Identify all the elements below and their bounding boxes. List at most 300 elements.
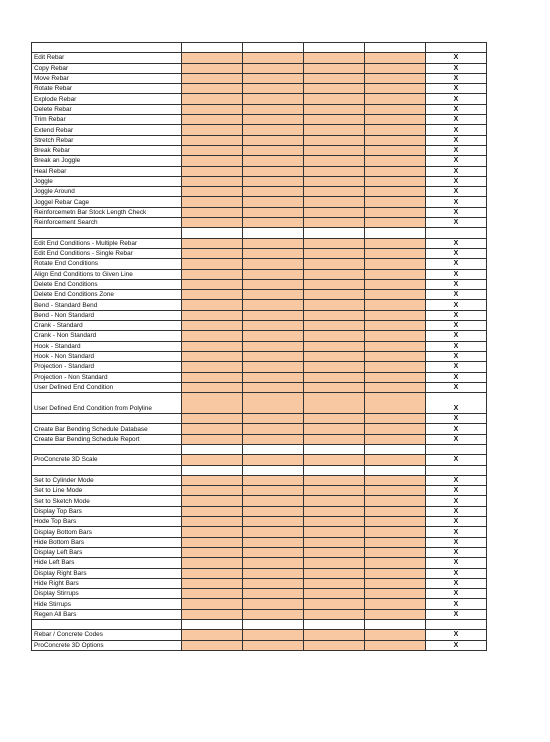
version-cell: [182, 321, 243, 331]
feature-label-cell: [32, 465, 182, 475]
version-cell: [365, 290, 426, 300]
version-cell: [365, 238, 426, 248]
table-row: [32, 104, 487, 114]
version-cell: [365, 43, 426, 53]
table-row: [32, 331, 487, 341]
version-cell: [243, 145, 304, 155]
feature-label-cell: Rotate Rebar: [32, 84, 182, 94]
version-cell: [304, 558, 365, 568]
support-mark-cell: X: [426, 414, 487, 424]
table-row: [32, 259, 487, 269]
version-cell: [182, 547, 243, 557]
table-row: [32, 517, 487, 527]
table-row: [32, 43, 487, 53]
support-mark-cell: X: [426, 578, 487, 588]
table-row: [32, 527, 487, 537]
version-cell: [243, 424, 304, 434]
feature-label-cell: Heal Rebar: [32, 166, 182, 176]
version-cell: [182, 630, 243, 640]
version-cell: [243, 620, 304, 630]
version-cell: [365, 84, 426, 94]
feature-label-cell: Hide Right Bars: [32, 578, 182, 588]
support-mark-cell: X: [426, 248, 487, 258]
version-cell: [365, 527, 426, 537]
support-mark-cell: X: [426, 506, 487, 516]
version-cell: [243, 176, 304, 186]
support-mark-cell: X: [426, 496, 487, 506]
version-cell: [182, 578, 243, 588]
version-cell: [304, 517, 365, 527]
table-row: [32, 475, 487, 485]
support-mark-cell: X: [426, 187, 487, 197]
feature-matrix-body: [32, 43, 487, 651]
support-mark-cell: X: [426, 331, 487, 341]
table-row: [32, 207, 487, 217]
support-mark-cell: X: [426, 259, 487, 269]
version-cell: [243, 640, 304, 650]
version-cell: [304, 207, 365, 217]
version-cell: [182, 310, 243, 320]
version-cell: [365, 94, 426, 104]
version-cell: [365, 218, 426, 228]
support-mark-cell: X: [426, 321, 487, 331]
version-cell: [304, 94, 365, 104]
version-cell: [304, 135, 365, 145]
version-cell: [304, 259, 365, 269]
support-mark-cell: X: [426, 125, 487, 135]
version-cell: [243, 372, 304, 382]
version-cell: [304, 640, 365, 650]
version-cell: [182, 125, 243, 135]
version-cell: [243, 279, 304, 289]
support-mark-cell: X: [426, 176, 487, 186]
version-cell: [182, 609, 243, 619]
version-cell: [182, 620, 243, 630]
table-row: [32, 248, 487, 258]
support-mark-cell: X: [426, 517, 487, 527]
support-mark-cell: X: [426, 197, 487, 207]
version-cell: [182, 145, 243, 155]
version-cell: [243, 207, 304, 217]
version-cell: [182, 351, 243, 361]
version-cell: [243, 599, 304, 609]
version-cell: [182, 599, 243, 609]
support-mark-cell: X: [426, 609, 487, 619]
table-row: [32, 599, 487, 609]
version-cell: [182, 290, 243, 300]
version-cell: [365, 465, 426, 475]
version-cell: [304, 166, 365, 176]
support-mark-cell: X: [426, 537, 487, 547]
table-row: [32, 568, 487, 578]
table-row: [32, 94, 487, 104]
version-cell: [182, 53, 243, 63]
version-cell: [182, 475, 243, 485]
table-row: [32, 578, 487, 588]
feature-label-cell: ProConcrete 3D Options: [32, 640, 182, 650]
table-row: [32, 187, 487, 197]
feature-label-cell: Display Top Bars: [32, 506, 182, 516]
version-cell: [243, 547, 304, 557]
version-cell: [304, 290, 365, 300]
version-cell: [243, 238, 304, 248]
table-row: [32, 393, 487, 414]
version-cell: [365, 475, 426, 485]
version-cell: [365, 207, 426, 217]
version-cell: [182, 238, 243, 248]
table-row: [32, 372, 487, 382]
feature-label-cell: Hide Left Bars: [32, 558, 182, 568]
version-cell: [243, 218, 304, 228]
version-cell: [304, 434, 365, 444]
version-cell: [182, 341, 243, 351]
table-row: [32, 382, 487, 392]
version-cell: [365, 393, 426, 414]
feature-label-cell: Display Right Bars: [32, 568, 182, 578]
version-cell: [304, 362, 365, 372]
version-cell: [243, 444, 304, 454]
version-cell: [243, 465, 304, 475]
version-cell: [304, 310, 365, 320]
version-cell: [182, 94, 243, 104]
version-cell: [243, 341, 304, 351]
support-mark-cell: X: [426, 589, 487, 599]
support-mark-cell: X: [426, 372, 487, 382]
support-mark-cell: X: [426, 362, 487, 372]
feature-label-cell: Display Left Bars: [32, 547, 182, 557]
version-cell: [243, 517, 304, 527]
version-cell: [182, 156, 243, 166]
support-mark-cell: X: [426, 145, 487, 155]
version-cell: [365, 259, 426, 269]
support-mark-cell: X: [426, 84, 487, 94]
table-row: [32, 125, 487, 135]
version-cell: [243, 115, 304, 125]
version-cell: [182, 444, 243, 454]
version-cell: [182, 166, 243, 176]
version-cell: [304, 527, 365, 537]
table-row: [32, 156, 487, 166]
version-cell: [365, 63, 426, 73]
version-cell: [243, 321, 304, 331]
feature-label-cell: Edit Rebar: [32, 53, 182, 63]
version-cell: [182, 104, 243, 114]
table-row: [32, 115, 487, 125]
version-cell: [365, 414, 426, 424]
version-cell: [182, 496, 243, 506]
feature-label-cell: Reinforcemetn Bar Stock Length Check: [32, 207, 182, 217]
feature-label-cell: Projection - Standard: [32, 362, 182, 372]
feature-label-cell: Edit End Conditions - Single Rebar: [32, 248, 182, 258]
feature-label-cell: Rotate End Conditions: [32, 259, 182, 269]
table-row: [32, 558, 487, 568]
version-cell: [304, 351, 365, 361]
version-cell: [365, 578, 426, 588]
version-cell: [304, 156, 365, 166]
version-cell: [365, 351, 426, 361]
feature-label-cell: [32, 620, 182, 630]
feature-label-cell: Create Bar Bending Schedule Database: [32, 424, 182, 434]
version-cell: [365, 517, 426, 527]
feature-label-cell: Regen All Bars: [32, 609, 182, 619]
version-cell: [182, 187, 243, 197]
support-mark-cell: X: [426, 94, 487, 104]
feature-label-cell: Projection - Non Standard: [32, 372, 182, 382]
table-row: [32, 486, 487, 496]
version-cell: [365, 53, 426, 63]
version-cell: [182, 176, 243, 186]
version-cell: [243, 496, 304, 506]
support-mark-cell: X: [426, 269, 487, 279]
version-cell: [365, 537, 426, 547]
version-cell: [365, 321, 426, 331]
version-cell: [365, 372, 426, 382]
support-mark-cell: X: [426, 486, 487, 496]
table-row: [32, 238, 487, 248]
version-cell: [304, 414, 365, 424]
version-cell: [365, 455, 426, 465]
table-row: [32, 630, 487, 640]
version-cell: [304, 465, 365, 475]
version-cell: [365, 640, 426, 650]
version-cell: [304, 300, 365, 310]
version-cell: [365, 547, 426, 557]
version-cell: [304, 279, 365, 289]
table-row: [32, 620, 487, 630]
feature-label-cell: Hide Bottom Bars: [32, 537, 182, 547]
table-row: [32, 290, 487, 300]
support-mark-cell: X: [426, 640, 487, 650]
version-cell: [304, 73, 365, 83]
version-cell: [182, 486, 243, 496]
version-cell: [243, 568, 304, 578]
version-cell: [365, 362, 426, 372]
version-cell: [365, 382, 426, 392]
feature-label-cell: Extend Rebar: [32, 125, 182, 135]
table-row: [32, 218, 487, 228]
feature-label-cell: Crank - Standard: [32, 321, 182, 331]
version-cell: [365, 310, 426, 320]
version-cell: [182, 279, 243, 289]
version-cell: [243, 300, 304, 310]
version-cell: [304, 63, 365, 73]
version-cell: [243, 589, 304, 599]
version-cell: [304, 104, 365, 114]
version-cell: [304, 506, 365, 516]
feature-label-cell: Rebar / Concrete Codes: [32, 630, 182, 640]
feature-label-cell: Align End Conditions to Given Line: [32, 269, 182, 279]
version-cell: [243, 84, 304, 94]
table-row: [32, 279, 487, 289]
version-cell: [365, 424, 426, 434]
version-cell: [182, 197, 243, 207]
version-cell: [304, 630, 365, 640]
version-cell: [243, 259, 304, 269]
version-cell: [182, 414, 243, 424]
version-cell: [365, 228, 426, 238]
version-cell: [304, 568, 365, 578]
version-cell: [182, 207, 243, 217]
support-mark-cell: X: [426, 393, 487, 414]
version-cell: [304, 321, 365, 331]
version-cell: [304, 43, 365, 53]
version-cell: [243, 310, 304, 320]
version-cell: [365, 506, 426, 516]
feature-label-cell: Joggle: [32, 176, 182, 186]
version-cell: [304, 125, 365, 135]
version-cell: [182, 589, 243, 599]
version-cell: [365, 187, 426, 197]
version-cell: [182, 372, 243, 382]
version-cell: [304, 269, 365, 279]
table-row: [32, 135, 487, 145]
table-row: [32, 609, 487, 619]
support-mark-cell: X: [426, 434, 487, 444]
support-mark-cell: X: [426, 207, 487, 217]
table-row: [32, 73, 487, 83]
version-cell: [243, 351, 304, 361]
table-row: [32, 166, 487, 176]
support-mark-cell: X: [426, 135, 487, 145]
feature-label-cell: Display Stirrups: [32, 589, 182, 599]
version-cell: [182, 73, 243, 83]
support-mark-cell: X: [426, 382, 487, 392]
table-row: [32, 300, 487, 310]
feature-label-cell: User Defined End Condition from Polyline: [32, 393, 182, 414]
version-cell: [243, 53, 304, 63]
table-row: [32, 53, 487, 63]
feature-label-cell: Copy Rebar: [32, 63, 182, 73]
version-cell: [243, 156, 304, 166]
version-cell: [365, 115, 426, 125]
version-cell: [304, 197, 365, 207]
version-cell: [243, 197, 304, 207]
version-cell: [182, 382, 243, 392]
version-cell: [365, 496, 426, 506]
table-row: [32, 145, 487, 155]
feature-label-cell: Create Bar Bending Schedule Report: [32, 434, 182, 444]
support-mark-cell: X: [426, 310, 487, 320]
feature-label-cell: Joggel Rebar Cage: [32, 197, 182, 207]
version-cell: [243, 393, 304, 414]
table-row: [32, 496, 487, 506]
support-mark-cell: X: [426, 166, 487, 176]
table-row: [32, 197, 487, 207]
version-cell: [304, 145, 365, 155]
version-cell: [304, 228, 365, 238]
version-cell: [365, 269, 426, 279]
feature-label-cell: ProConcrete 3D Scale: [32, 455, 182, 465]
feature-label-cell: Break Rebar: [32, 145, 182, 155]
table-row: [32, 424, 487, 434]
support-mark-cell: X: [426, 630, 487, 640]
version-cell: [243, 506, 304, 516]
feature-label-cell: Stretch Rebar: [32, 135, 182, 145]
version-cell: [243, 382, 304, 392]
feature-label-cell: Set to Sketch Mode: [32, 496, 182, 506]
version-cell: [182, 465, 243, 475]
version-cell: [182, 43, 243, 53]
version-cell: [243, 362, 304, 372]
version-cell: [182, 84, 243, 94]
version-cell: [182, 640, 243, 650]
version-cell: [304, 620, 365, 630]
version-cell: [304, 547, 365, 557]
version-cell: [182, 517, 243, 527]
version-cell: [243, 125, 304, 135]
version-cell: [304, 115, 365, 125]
support-mark-cell: X: [426, 73, 487, 83]
version-cell: [243, 187, 304, 197]
support-mark-cell: X: [426, 238, 487, 248]
feature-label-cell: Hide Stirrups: [32, 599, 182, 609]
table-row: [32, 434, 487, 444]
version-cell: [304, 496, 365, 506]
version-cell: [365, 176, 426, 186]
version-cell: [365, 300, 426, 310]
feature-label-cell: Move Rebar: [32, 73, 182, 83]
version-cell: [243, 578, 304, 588]
support-mark-cell: X: [426, 475, 487, 485]
version-cell: [182, 558, 243, 568]
version-cell: [243, 94, 304, 104]
version-cell: [304, 53, 365, 63]
version-cell: [182, 228, 243, 238]
version-cell: [182, 135, 243, 145]
version-cell: [304, 578, 365, 588]
version-cell: [365, 558, 426, 568]
table-row: [32, 176, 487, 186]
feature-label-cell: [32, 414, 182, 424]
feature-matrix-table: [31, 42, 487, 651]
version-cell: [243, 414, 304, 424]
support-mark-cell: X: [426, 104, 487, 114]
table-row: [32, 506, 487, 516]
version-cell: [243, 558, 304, 568]
version-cell: [304, 475, 365, 485]
table-row: [32, 63, 487, 73]
feature-label-cell: Display Bottom Bars: [32, 527, 182, 537]
support-mark-cell: [426, 444, 487, 454]
table-row: [32, 414, 487, 424]
version-cell: [365, 156, 426, 166]
support-mark-cell: X: [426, 115, 487, 125]
table-row: [32, 228, 487, 238]
support-mark-cell: X: [426, 599, 487, 609]
version-cell: [304, 238, 365, 248]
version-cell: [365, 166, 426, 176]
table-row: [32, 589, 487, 599]
version-cell: [182, 269, 243, 279]
support-mark-cell: X: [426, 63, 487, 73]
feature-label-cell: Delete Rebar: [32, 104, 182, 114]
version-cell: [243, 43, 304, 53]
feature-label-cell: Explode Rebar: [32, 94, 182, 104]
version-cell: [182, 248, 243, 258]
support-mark-cell: X: [426, 547, 487, 557]
table-row: [32, 341, 487, 351]
version-cell: [365, 248, 426, 258]
version-cell: [243, 104, 304, 114]
version-cell: [365, 630, 426, 640]
version-cell: [243, 228, 304, 238]
version-cell: [182, 218, 243, 228]
feature-label-cell: Joggle Around: [32, 187, 182, 197]
feature-label-cell: [32, 43, 182, 53]
table-row: [32, 444, 487, 454]
version-cell: [182, 300, 243, 310]
support-mark-cell: X: [426, 300, 487, 310]
